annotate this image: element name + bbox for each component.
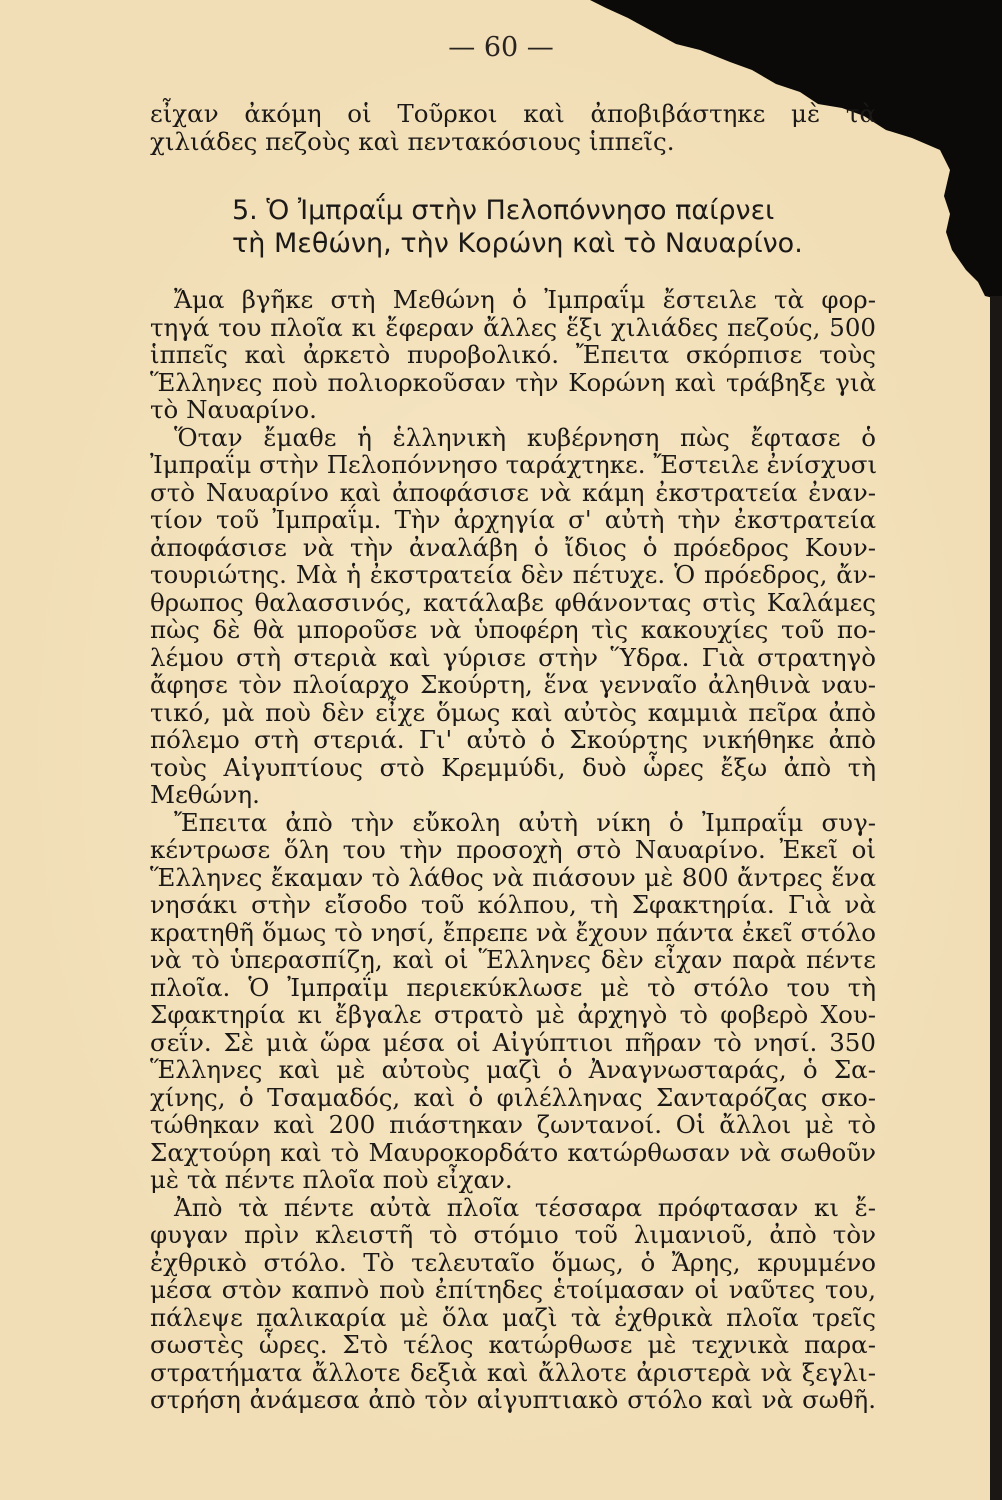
text-line: τώθηκαν καὶ 200 πιάστηκαν ζωντανοί. Οἱ ἄλλοι μὲ τὸ (150, 1110, 876, 1139)
text-line: πόλεμο στὴ στεριά. Γι' αὐτὸ ὁ Σκούρτης νικήθηκε ἀπὸ (150, 725, 876, 754)
heading-line: 5. Ὁ Ἰμπραΐμ στὴν Πελοπόννησο παίρνει (232, 195, 775, 226)
text-line: Ἕλληνες ἔκαμαν τὸ λάθος νὰ πιάσουν μὲ 800 ἄντρες ἕνα (150, 862, 876, 892)
text-line: πλοῖα. Ὁ Ἰμπραΐμ περιεκύκλωσε μὲ τὸ στόλο του τὴ (150, 972, 876, 1002)
page-number: — 60 — (448, 32, 554, 63)
text-line: χιλιάδες πεζοὺς καὶ πεντακόσιους ἱππεῖς. (150, 126, 675, 156)
text-line: ἄφησε τὸν πλοίαρχο Σκούρτη, ἕνα γενναῖο ἀληθινὰ ναυ- (150, 670, 876, 699)
text-line: Ἰμπραΐμ στὴν Πελοπόννησο ταράχτηκε. Ἔστειλε ἐνίσχυσι (150, 450, 878, 479)
text-line: Μεθώνη. (150, 780, 260, 809)
text-line: τικό, μὰ ποὺ δὲν εἶχε ὅμως καὶ αὐτὸς καμμιὰ πεῖρα ἀπὸ (150, 697, 876, 727)
text-line: λέμου στὴ στεριὰ καὶ γύρισε στὴν Ὕδρα. Γιὰ στρατηγὸ (150, 642, 876, 672)
text-line: σεΐν. Σὲ μιὰ ὥρα μέσα οἱ Αἰγύπτιοι πῆραν τὸ νησί. 350 (150, 1027, 876, 1057)
text-line: Ἕλληνες καὶ μὲ αὐτοὺς μαζὶ ὁ Ἀναγνωσταράς, ὁ Σα- (150, 1055, 876, 1084)
intro-text (150, 100, 876, 155)
text-line: ἱππεῖς καὶ ἀρκετὸ πυροβολικό. Ἔπειτα σκόρπισε τοὺς (150, 340, 876, 369)
text-line: τίον τοῦ Ἰμπραΐμ. Τὴν ἀρχηγία σ' αὐτὴ τὴν ἐκστρατεία (150, 505, 876, 534)
text-line: στὸ Ναυαρίνο καὶ ἀποφάσισε νὰ κάμη ἐκστρατεία ἐναν- (150, 477, 876, 507)
text-line: Ἀπὸ τὰ πέντε αὐτὰ πλοῖα τέσσαρα πρόφτασαν κι ἔ- (174, 1192, 876, 1222)
text-line: εἶχαν ἀκόμη οἱ Τοῦρκοι καὶ ἀποβιβάστηκε μὲ τὰ (150, 99, 876, 128)
text-line: θρωπος θαλασσινός, κατάλαβε φθάνοντας στὶς Καλάμες (150, 587, 876, 617)
text-line: Ὅταν ἔμαθε ἡ ἑλληνικὴ κυβέρνηση πὼς ἔφτασε ὁ (174, 422, 876, 452)
text-line: Σαχτούρη καὶ τὸ Μαυροκορδάτο κατώρθωσαν νὰ σωθοῦν (150, 1137, 876, 1167)
section-heading (232, 194, 872, 260)
text-line: στρατήματα ἄλλοτε δεξιὰ καὶ ἄλλοτε ἀριστερὰ νὰ ξεγλι- (150, 1357, 876, 1387)
text-line: μὲ τὰ πέντε πλοῖα ποὺ εἶχαν. (150, 1165, 513, 1194)
text-line: νησάκι στὴν εἴσοδο τοῦ κόλπου, τὴ Σφακτηρία. Γιὰ νὰ (150, 890, 876, 919)
text-line: νὰ τὸ ὑπερασπίζη, καὶ οἱ Ἕλληνες δὲν εἶχαν παρὰ πέντε (150, 945, 876, 974)
text-line: Ἄμα βγῆκε στὴ Μεθώνη ὁ Ἰμπραΐμ ἔστειλε τὰ φορ- (174, 285, 876, 314)
text-line: πάλεψε παλικαρία μὲ ὅλα μαζὶ τὰ ἐχθρικὰ πλοῖα τρεῖς (150, 1302, 876, 1332)
text-line: τουριώτης. Μὰ ἡ ἐκστρατεία δὲν πέτυχε. Ὁ πρόεδρος, ἄν- (150, 560, 876, 589)
text-line: Ἔπειτα ἀπὸ τὴν εὔκολη αὐτὴ νίκη ὁ Ἰμπραΐμ συγ- (174, 807, 876, 837)
text-line: ἀποφάσισε νὰ τὴν ἀναλάβη ὁ ἴδιος ὁ πρόεδρος Κουν- (150, 532, 876, 562)
text-line: κρατηθῆ ὅμως τὸ νησί, ἔπρεπε νὰ ἔχουν πάντα ἐκεῖ στόλο (150, 917, 876, 947)
text-line: τὸ Ναυαρίνο. (150, 395, 317, 424)
text-line: μέσα στὸν καπνὸ ποὺ ἐπίτηδες ἑτοίμασαν οἱ ναῦτες του, (150, 1275, 876, 1304)
text-line: κέντρωσε ὅλη του τὴν προσοχὴ στὸ Ναυαρίνο. Ἐκεῖ οἱ (150, 835, 876, 864)
text-line: πὼς δὲ θὰ μποροῦσε νὰ ὑποφέρη τὶς κακουχίες τοῦ πο- (150, 615, 876, 644)
text-line: ἐχθρικὸ στόλο. Τὸ τελευταῖο ὅμως, ὁ Ἄρης, κρυμμένο (150, 1247, 876, 1277)
text-line: Ἕλληνες ποὺ πολιορκοῦσαν τὴν Κορώνη καὶ τράβηξε γιὰ (150, 367, 876, 397)
body-text (150, 286, 876, 1414)
text-line: χίνης, ὁ Τσαμαδός, καὶ ὁ φιλέλληνας Σανταρόζας σκο- (150, 1082, 876, 1112)
text-line: Σφακτηρία κι ἔβγαλε στρατὸ μὲ ἀρχηγὸ τὸ φοβερὸ Χου- (150, 1000, 876, 1029)
text-line: τηγά του πλοῖα κι ἔφεραν ἄλλες ἕξι χιλιάδες πεζούς, 500 (150, 312, 876, 342)
heading-line: τὴ Μεθώνη, τὴν Κορώνη καὶ τὸ Ναυαρίνο. (232, 228, 803, 259)
text-line: στρήση ἀνάμεσα ἀπὸ τὸν αἰγυπτιακὸ στόλο καὶ νὰ σωθῆ. (150, 1385, 876, 1414)
text-line: σωστὲς ὧρες. Στὸ τέλος κατώρθωσε μὲ τεχνικὰ παρα- (150, 1330, 876, 1359)
text-line: τοὺς Αἰγυπτίους στὸ Κρεμμύδι, δυὸ ὧρες ἔξω ἀπὸ τὴ (150, 752, 876, 782)
text-line: φυγαν πρὶν κλειστῆ τὸ στόμιο τοῦ λιμανιοῦ, ἀπὸ τὸν (150, 1220, 876, 1249)
